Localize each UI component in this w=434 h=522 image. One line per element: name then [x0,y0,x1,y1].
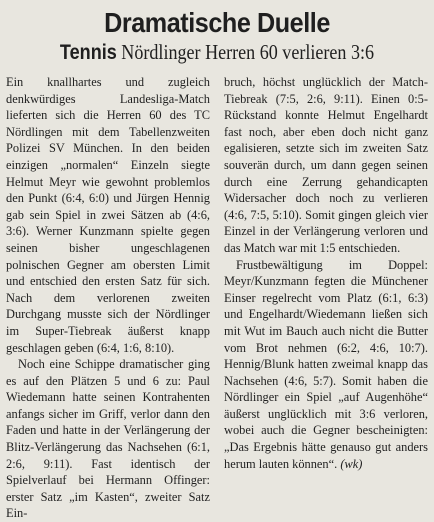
left-column [6,74,210,522]
author-signature: (wk) [340,456,363,471]
sport-label: Tennis [59,41,117,64]
paragraph: bruch, höchst unglücklich der Match-Tiebreak (7:5, 2:6, 9:11). Einen 0:5-Rückstand konnte Helmut Engelhardt fast noch, aber eben doch nicht ganz egalisieren, setzte sich im zweiten Satz souverän durch, um dann gegen seinen durch eine Zerrung gehandicapten Widersacher doch noch zu verlieren (4:6, 7:5, 5:10). Somit gingen gleich vier Einzel in der Verlängerung verloren und das Match war mit 1:5 entschieden. [224,75,428,255]
paragraph: Noch eine Schippe dramatischer ging es auf den Plätzen 5 und 6 zu: Paul Wiedemann hatte seinen Kontrahenten anfangs sicher im Griff, verlor dann den Faden und hatte in der Verlängerung der Blitz-Verlängerung das Nachsehen (6:1, 2:6, 9:11). Fast identisch der Spielverlauf bei Hermann Offinger: erster Satz „im Kasten“, zweiter Satz Ein- [6,357,210,521]
paragraph-text: Frustbewältigung im Doppel: Meyr/Kunzmann fegten die Münchener Einser regelrecht vom Platz (6:1, 6:3) und Engelhardt/Wiedemann ließen sich mit Wut im Bauch auch nicht die Butter vom Brot nehmen (6:2, 4:6, 10:7). Hennig/Blunk hatten zweimal knapp das Nachsehen (4:6, 5:7). Somit haben die Nördlinger ein Spiel „auf Augenhöhe“ äußerst unglücklich mit 3:6 verloren, wobei auch die Gegner bescheinigten: „Das Ergebnis hätte genauso gut anders herum lauten können“. [224,257,428,471]
subheadline: Nördlinger Herren 60 verlieren 3:6 [121,40,375,64]
right-column [224,74,428,472]
paragraph [224,257,428,473]
headline: Dramatische Duelle [104,7,330,38]
paragraph: Ein knallhartes und zugleich denkwürdiges Landesliga-Match lieferten sich die Herren 60 des TC Nördlingen mit dem Tabellenzweiten Polizei SV München. In den beiden einzigen „normalen“ Einzeln siegte Helmut Meyr wie gewohnt problemlos den Punkt (6:4, 6:0) und Jürgen Hennig gab sein Spiel in zwei Sätzen ab (4:6, 3:6). Werner Kunzmann spielte gegen seinen bisher ungeschlagenen polnischen Gegner am obersten Limit und entschied den ersten Satz für sich. Nach dem verlorenen zweiten Durchgang musste sich der Nördlinger im Super-Tiebreak äußerst knapp geschlagen geben (6:4, 1:6, 8:10). [6,75,210,355]
subheadline-line [30,40,403,65]
